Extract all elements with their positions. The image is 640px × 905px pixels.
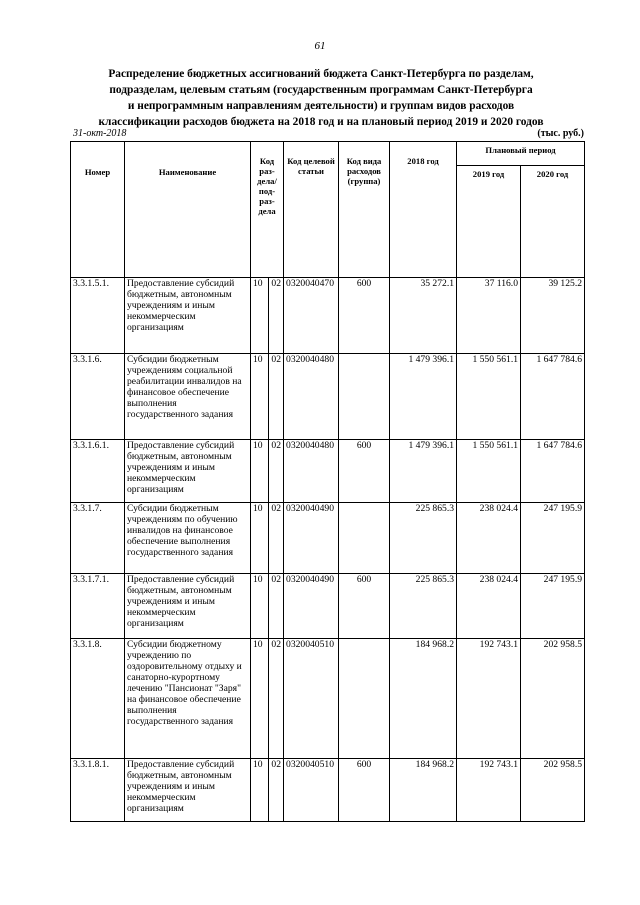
header-planned-period: Плановый период: [457, 142, 585, 166]
row-2019: 192 743.1: [457, 759, 521, 822]
row-number: 3.3.1.5.1.: [71, 278, 125, 354]
title-line: классификации расходов бюджета на 2018 год и на плановый период 2019 и 2020 годов: [98, 116, 544, 128]
row-section: 10: [251, 639, 269, 759]
row-number: 3.3.1.8.1.: [71, 759, 125, 822]
table-row: [71, 574, 585, 639]
row-2019: 192 743.1: [457, 639, 521, 759]
header-year-2018: 2018 год: [390, 142, 457, 278]
row-expense-type: 600: [339, 440, 390, 503]
row-target: 0320040480: [284, 354, 339, 440]
row-section: 10: [251, 759, 269, 822]
header-number: Номер: [71, 142, 125, 278]
row-2019: 1 550 561.1: [457, 354, 521, 440]
row-target: 0320040510: [284, 759, 339, 822]
row-subsection: 02: [269, 354, 284, 440]
row-expense-type: [339, 354, 390, 440]
row-subsection: 02: [269, 503, 284, 574]
units-label: (тыс. руб.): [537, 128, 584, 139]
row-expense-type: [339, 503, 390, 574]
row-2019: 238 024.4: [457, 503, 521, 574]
row-name: Предоставление субсидий бюджетным, автономным учреждениям и иным некоммерческим организациям: [125, 278, 251, 354]
row-target: 0320040510: [284, 639, 339, 759]
header-year-2020: 2020 год: [521, 165, 585, 277]
budget-table: [70, 141, 585, 822]
row-2018: 35 272.1: [390, 278, 457, 354]
row-subsection: 02: [269, 639, 284, 759]
row-name: Субсидии бюджетному учреждению по оздоровительному отдыху и санаторно-курортному лечению "Пансионат "Заря" на финансовое обеспечение выполнения государственного задания: [125, 639, 251, 759]
row-2020: 39 125.2: [521, 278, 585, 354]
row-target: 0320040490: [284, 574, 339, 639]
row-2018: 184 968.2: [390, 759, 457, 822]
row-2020: 202 958.5: [521, 639, 585, 759]
row-target: 0320040480: [284, 440, 339, 503]
title-line: Распределение бюджетных ассигнований бюджета Санкт-Петербурга по разделам,: [108, 68, 534, 80]
header-expense-type-code: Код вида расходов (группа): [339, 142, 390, 278]
header-year-2019: 2019 год: [457, 165, 521, 277]
row-number: 3.3.1.8.: [71, 639, 125, 759]
table-row: [71, 354, 585, 440]
row-section: 10: [251, 440, 269, 503]
row-section: 10: [251, 278, 269, 354]
row-2020: 202 958.5: [521, 759, 585, 822]
row-2019: 1 550 561.1: [457, 440, 521, 503]
row-name: Предоставление субсидий бюджетным, автономным учреждениям и иным некоммерческим организациям: [125, 440, 251, 503]
row-target: 0320040490: [284, 503, 339, 574]
row-number: 3.3.1.7.1.: [71, 574, 125, 639]
table-row: [71, 503, 585, 574]
row-2020: 247 195.9: [521, 574, 585, 639]
row-subsection: 02: [269, 759, 284, 822]
table-row: [71, 278, 585, 354]
row-subsection: 02: [269, 440, 284, 503]
table-row: [71, 440, 585, 503]
row-number: 3.3.1.6.1.: [71, 440, 125, 503]
row-2018: 225 865.3: [390, 574, 457, 639]
row-number: 3.3.1.7.: [71, 503, 125, 574]
row-2020: 247 195.9: [521, 503, 585, 574]
page-number: 61: [314, 40, 326, 52]
header-target-code: Код целевой статьи: [284, 142, 339, 278]
row-name: Субсидии бюджетным учреждениям социальной реабилитации инвалидов на финансовое обеспечение выполнения государственного задания: [125, 354, 251, 440]
row-section: 10: [251, 574, 269, 639]
row-2020: 1 647 784.6: [521, 440, 585, 503]
row-name: Предоставление субсидий бюджетным, автономным учреждениям и иным некоммерческим организациям: [125, 574, 251, 639]
row-expense-type: 600: [339, 278, 390, 354]
row-target: 0320040470: [284, 278, 339, 354]
document-date: 31-окт-2018: [73, 128, 127, 139]
row-expense-type: 600: [339, 759, 390, 822]
row-2018: 225 865.3: [390, 503, 457, 574]
row-number: 3.3.1.6.: [71, 354, 125, 440]
table-row: [71, 759, 585, 822]
row-subsection: 02: [269, 574, 284, 639]
row-expense-type: 600: [339, 574, 390, 639]
row-expense-type: [339, 639, 390, 759]
row-2018: 1 479 396.1: [390, 440, 457, 503]
header-name: Наименование: [125, 142, 251, 278]
title-line: и непрограммным направлениям деятельности) и группам видов расходов: [127, 100, 515, 112]
document-title: [60, 66, 582, 130]
header-section-code: Код раз- дела/ под- раз- дела: [251, 142, 284, 278]
row-2018: 1 479 396.1: [390, 354, 457, 440]
row-name: Субсидии бюджетным учреждениям по обучению инвалидов на финансовое обеспечение выполнения государственного задания: [125, 503, 251, 574]
row-2020: 1 647 784.6: [521, 354, 585, 440]
row-section: 10: [251, 354, 269, 440]
table-row: [71, 639, 585, 759]
row-2018: 184 968.2: [390, 639, 457, 759]
title-line: подразделам, целевым статьям (государственным программам Санкт-Петербурга: [109, 84, 533, 96]
row-subsection: 02: [269, 278, 284, 354]
row-name: Предоставление субсидий бюджетным, автономным учреждениям и иным некоммерческим организациям: [125, 759, 251, 822]
row-section: 10: [251, 503, 269, 574]
row-2019: 238 024.4: [457, 574, 521, 639]
row-2019: 37 116.0: [457, 278, 521, 354]
